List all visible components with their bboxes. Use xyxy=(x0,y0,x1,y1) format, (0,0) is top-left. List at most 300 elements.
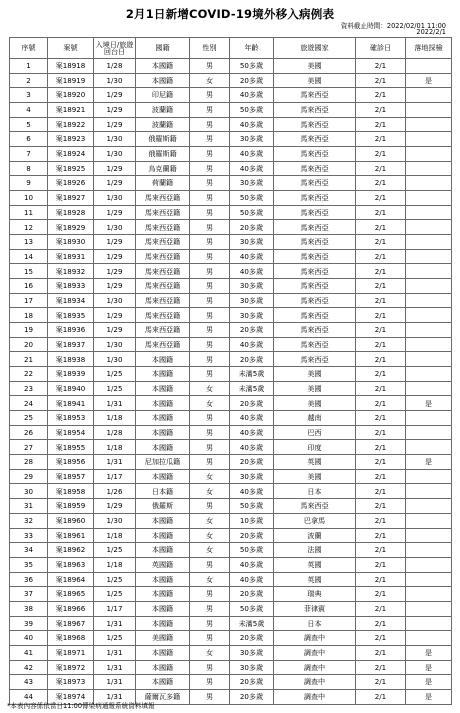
cell-diagnosis-date: 2/1 xyxy=(356,352,406,367)
cell-nationality: 尼加拉瓜籍 xyxy=(136,455,190,470)
cell-age: 20多歲 xyxy=(230,396,274,411)
cell-nationality: 本國籍 xyxy=(136,469,190,484)
cell-travel-country: 英國 xyxy=(274,572,356,587)
cell-travel-country: 巴拿馬 xyxy=(274,513,356,528)
cell-entry-date: 1/25 xyxy=(94,631,136,646)
table-row xyxy=(10,469,452,484)
header-travel-country: 旅遊國家 xyxy=(274,38,356,59)
cell-serial: 42 xyxy=(10,660,48,675)
cell-nationality: 馬來西亞籍 xyxy=(136,205,190,220)
cell-age: 40多歲 xyxy=(230,264,274,279)
cell-entry-date: 1/31 xyxy=(94,616,136,631)
cell-age: 40多歲 xyxy=(230,147,274,162)
cell-airport-test xyxy=(406,543,452,558)
cell-serial: 37 xyxy=(10,587,48,602)
cell-case-no: 案18921 xyxy=(48,103,94,118)
cell-serial: 31 xyxy=(10,499,48,514)
cell-nationality: 波蘭籍 xyxy=(136,117,190,132)
header-entry-date: 入境日/旅遊回台日 xyxy=(94,38,136,59)
cell-travel-country: 調查中 xyxy=(274,675,356,690)
cell-nationality: 本國籍 xyxy=(136,367,190,382)
cell-nationality: 本國籍 xyxy=(136,381,190,396)
cell-entry-date: 1/18 xyxy=(94,557,136,572)
cell-sex: 男 xyxy=(190,499,230,514)
table-row xyxy=(10,205,452,220)
cell-case-no: 案18923 xyxy=(48,132,94,147)
cell-case-no: 案18922 xyxy=(48,117,94,132)
cell-entry-date: 1/29 xyxy=(94,176,136,191)
cell-diagnosis-date: 2/1 xyxy=(356,543,406,558)
cell-travel-country: 越南 xyxy=(274,411,356,426)
cell-travel-country: 調查中 xyxy=(274,660,356,675)
cell-entry-date: 1/17 xyxy=(94,601,136,616)
cell-sex: 男 xyxy=(190,59,230,74)
cell-serial: 29 xyxy=(10,469,48,484)
cell-sex: 男 xyxy=(190,176,230,191)
cell-entry-date: 1/28 xyxy=(94,59,136,74)
cell-serial: 32 xyxy=(10,513,48,528)
cell-airport-test: 是 xyxy=(406,396,452,411)
cell-diagnosis-date: 2/1 xyxy=(356,73,406,88)
cell-case-no: 案18961 xyxy=(48,528,94,543)
cell-sex: 女 xyxy=(190,396,230,411)
cell-diagnosis-date: 2/1 xyxy=(356,147,406,162)
cell-case-no: 案18954 xyxy=(48,425,94,440)
cell-airport-test xyxy=(406,499,452,514)
table-row xyxy=(10,220,452,235)
cell-case-no: 案18931 xyxy=(48,249,94,264)
cell-serial: 2 xyxy=(10,73,48,88)
cell-serial: 13 xyxy=(10,235,48,250)
cell-age: 40多歲 xyxy=(230,88,274,103)
cell-diagnosis-date: 2/1 xyxy=(356,499,406,514)
cell-serial: 1 xyxy=(10,59,48,74)
cell-entry-date: 1/29 xyxy=(94,264,136,279)
cell-serial: 23 xyxy=(10,381,48,396)
cell-case-no: 案18930 xyxy=(48,235,94,250)
table-row xyxy=(10,308,452,323)
cell-sex: 男 xyxy=(190,205,230,220)
cell-airport-test xyxy=(406,249,452,264)
cell-age: 30多歲 xyxy=(230,660,274,675)
cell-sex: 男 xyxy=(190,279,230,294)
cell-serial: 6 xyxy=(10,132,48,147)
cell-nationality: 波蘭籍 xyxy=(136,103,190,118)
cell-serial: 43 xyxy=(10,675,48,690)
table-row xyxy=(10,279,452,294)
cell-airport-test xyxy=(406,235,452,250)
cell-entry-date: 1/31 xyxy=(94,645,136,660)
cell-diagnosis-date: 2/1 xyxy=(356,59,406,74)
cell-nationality: 馬來西亞籍 xyxy=(136,293,190,308)
cell-travel-country: 美國 xyxy=(274,59,356,74)
cell-airport-test xyxy=(406,381,452,396)
cell-sex: 女 xyxy=(190,645,230,660)
cell-travel-country: 馬來西亞 xyxy=(274,499,356,514)
cell-travel-country: 馬來西亞 xyxy=(274,220,356,235)
cell-airport-test: 是 xyxy=(406,645,452,660)
cell-serial: 27 xyxy=(10,440,48,455)
cell-serial: 38 xyxy=(10,601,48,616)
cell-serial: 15 xyxy=(10,264,48,279)
header-diagnosis-date: 確診日 xyxy=(356,38,406,59)
table-row xyxy=(10,425,452,440)
table-row xyxy=(10,249,452,264)
cell-sex: 女 xyxy=(190,543,230,558)
cell-travel-country: 馬來西亞 xyxy=(274,352,356,367)
cell-nationality: 本國籍 xyxy=(136,425,190,440)
cell-age: 40多歲 xyxy=(230,440,274,455)
table-row xyxy=(10,616,452,631)
cell-diagnosis-date: 2/1 xyxy=(356,235,406,250)
cell-diagnosis-date: 2/1 xyxy=(356,132,406,147)
cell-diagnosis-date: 2/1 xyxy=(356,689,406,704)
table-row xyxy=(10,631,452,646)
cell-airport-test xyxy=(406,425,452,440)
cell-sex: 男 xyxy=(190,675,230,690)
table-row xyxy=(10,337,452,352)
cell-diagnosis-date: 2/1 xyxy=(356,631,406,646)
cell-entry-date: 1/29 xyxy=(94,205,136,220)
cell-entry-date: 1/18 xyxy=(94,528,136,543)
cell-sex: 女 xyxy=(190,572,230,587)
cell-sex: 男 xyxy=(190,323,230,338)
cell-age: 30多歲 xyxy=(230,308,274,323)
cell-nationality: 馬來西亞籍 xyxy=(136,323,190,338)
cell-case-no: 案18937 xyxy=(48,337,94,352)
cell-age: 50多歲 xyxy=(230,191,274,206)
table-row xyxy=(10,381,452,396)
cell-travel-country: 馬來西亞 xyxy=(274,147,356,162)
cell-nationality: 本國籍 xyxy=(136,396,190,411)
cell-airport-test xyxy=(406,176,452,191)
cell-travel-country: 調查中 xyxy=(274,645,356,660)
cell-airport-test xyxy=(406,513,452,528)
cell-travel-country: 英國 xyxy=(274,455,356,470)
cell-age: 20多歲 xyxy=(230,587,274,602)
cell-serial: 35 xyxy=(10,557,48,572)
cell-nationality: 馬來西亞籍 xyxy=(136,249,190,264)
cell-diagnosis-date: 2/1 xyxy=(356,117,406,132)
table-row xyxy=(10,367,452,382)
cell-entry-date: 1/31 xyxy=(94,455,136,470)
cell-nationality: 本國籍 xyxy=(136,660,190,675)
cell-diagnosis-date: 2/1 xyxy=(356,279,406,294)
cell-sex: 男 xyxy=(190,117,230,132)
cell-diagnosis-date: 2/1 xyxy=(356,455,406,470)
table-row xyxy=(10,264,452,279)
table-row xyxy=(10,499,452,514)
cell-age: 20多歲 xyxy=(230,631,274,646)
cell-travel-country: 美國 xyxy=(274,367,356,382)
cell-nationality: 馬來西亞籍 xyxy=(136,308,190,323)
cell-diagnosis-date: 2/1 xyxy=(356,616,406,631)
cell-nationality: 馬來西亞籍 xyxy=(136,191,190,206)
cell-sex: 男 xyxy=(190,220,230,235)
cell-travel-country: 馬來西亞 xyxy=(274,264,356,279)
cell-nationality: 本國籍 xyxy=(136,73,190,88)
cell-case-no: 案18973 xyxy=(48,675,94,690)
cell-sex: 女 xyxy=(190,484,230,499)
table-row xyxy=(10,352,452,367)
cell-airport-test xyxy=(406,484,452,499)
cell-age: 20多歲 xyxy=(230,220,274,235)
cell-sex: 男 xyxy=(190,557,230,572)
cell-serial: 22 xyxy=(10,367,48,382)
table-row xyxy=(10,161,452,176)
cell-age: 30多歲 xyxy=(230,645,274,660)
cell-diagnosis-date: 2/1 xyxy=(356,264,406,279)
cell-serial: 41 xyxy=(10,645,48,660)
cell-case-no: 案18925 xyxy=(48,161,94,176)
cell-age: 50多歲 xyxy=(230,601,274,616)
cell-airport-test xyxy=(406,528,452,543)
table-row xyxy=(10,484,452,499)
cell-age: 未滿5歲 xyxy=(230,381,274,396)
cell-diagnosis-date: 2/1 xyxy=(356,469,406,484)
cell-sex: 男 xyxy=(190,440,230,455)
cell-travel-country: 印度 xyxy=(274,440,356,455)
cell-age: 10多歲 xyxy=(230,513,274,528)
cell-age: 50多歲 xyxy=(230,543,274,558)
table-row xyxy=(10,645,452,660)
cell-entry-date: 1/29 xyxy=(94,235,136,250)
cell-age: 30多歲 xyxy=(230,132,274,147)
cell-case-no: 案18963 xyxy=(48,557,94,572)
header-serial: 序號 xyxy=(10,38,48,59)
cell-sex: 男 xyxy=(190,631,230,646)
cell-nationality: 本國籍 xyxy=(136,513,190,528)
header-sex: 性別 xyxy=(190,38,230,59)
cell-serial: 28 xyxy=(10,455,48,470)
cell-nationality: 馬來西亞籍 xyxy=(136,279,190,294)
cell-travel-country: 馬來西亞 xyxy=(274,323,356,338)
table-row xyxy=(10,513,452,528)
cell-sex: 男 xyxy=(190,161,230,176)
cell-airport-test xyxy=(406,279,452,294)
cell-sex: 女 xyxy=(190,513,230,528)
cell-airport-test xyxy=(406,352,452,367)
table-row xyxy=(10,455,452,470)
cell-serial: 7 xyxy=(10,147,48,162)
cell-nationality: 馬來西亞籍 xyxy=(136,264,190,279)
table-row xyxy=(10,235,452,250)
cell-diagnosis-date: 2/1 xyxy=(356,191,406,206)
cell-diagnosis-date: 2/1 xyxy=(356,161,406,176)
cell-airport-test xyxy=(406,293,452,308)
cell-case-no: 案18920 xyxy=(48,88,94,103)
cell-case-no: 案18933 xyxy=(48,279,94,294)
cell-serial: 39 xyxy=(10,616,48,631)
cell-diagnosis-date: 2/1 xyxy=(356,645,406,660)
cell-entry-date: 1/31 xyxy=(94,675,136,690)
cell-travel-country: 馬來西亞 xyxy=(274,293,356,308)
table-row xyxy=(10,191,452,206)
cell-sex: 女 xyxy=(190,528,230,543)
cell-age: 未滿5歲 xyxy=(230,367,274,382)
table-row xyxy=(10,59,452,74)
cell-age: 40多歲 xyxy=(230,161,274,176)
cell-nationality: 本國籍 xyxy=(136,59,190,74)
cell-case-no: 案18972 xyxy=(48,660,94,675)
cell-case-no: 案18927 xyxy=(48,191,94,206)
header-nationality: 國籍 xyxy=(136,38,190,59)
cell-sex: 男 xyxy=(190,455,230,470)
cell-diagnosis-date: 2/1 xyxy=(356,103,406,118)
cell-age: 未滿5歲 xyxy=(230,616,274,631)
cell-entry-date: 1/29 xyxy=(94,308,136,323)
cell-age: 30多歲 xyxy=(230,235,274,250)
cell-case-no: 案18918 xyxy=(48,59,94,74)
cell-age: 40多歲 xyxy=(230,572,274,587)
table-row xyxy=(10,557,452,572)
cell-age: 40多歲 xyxy=(230,411,274,426)
cell-serial: 4 xyxy=(10,103,48,118)
cell-sex: 男 xyxy=(190,293,230,308)
cell-sex: 女 xyxy=(190,469,230,484)
table-row xyxy=(10,103,452,118)
cell-sex: 男 xyxy=(190,689,230,704)
cell-serial: 34 xyxy=(10,543,48,558)
cell-serial: 25 xyxy=(10,411,48,426)
cell-airport-test: 是 xyxy=(406,73,452,88)
cell-diagnosis-date: 2/1 xyxy=(356,381,406,396)
cell-sex: 男 xyxy=(190,264,230,279)
cell-nationality: 烏克蘭籍 xyxy=(136,161,190,176)
cell-entry-date: 1/30 xyxy=(94,220,136,235)
cell-case-no: 案18964 xyxy=(48,572,94,587)
cell-entry-date: 1/31 xyxy=(94,660,136,675)
cell-airport-test xyxy=(406,205,452,220)
cell-travel-country: 馬來西亞 xyxy=(274,161,356,176)
cell-entry-date: 1/25 xyxy=(94,543,136,558)
cell-entry-date: 1/25 xyxy=(94,572,136,587)
cell-entry-date: 1/30 xyxy=(94,337,136,352)
cell-entry-date: 1/26 xyxy=(94,484,136,499)
cell-travel-country: 馬來西亞 xyxy=(274,308,356,323)
cell-entry-date: 1/29 xyxy=(94,323,136,338)
cell-age: 50多歲 xyxy=(230,499,274,514)
cell-case-no: 案18953 xyxy=(48,411,94,426)
cell-serial: 11 xyxy=(10,205,48,220)
cell-serial: 12 xyxy=(10,220,48,235)
cell-serial: 33 xyxy=(10,528,48,543)
cell-serial: 3 xyxy=(10,88,48,103)
data-cutoff-time: 資料截止時間：2022/02/01 11:00 xyxy=(340,22,446,30)
cell-travel-country: 美國 xyxy=(274,381,356,396)
cell-nationality: 本國籍 xyxy=(136,572,190,587)
cell-diagnosis-date: 2/1 xyxy=(356,308,406,323)
table-row xyxy=(10,572,452,587)
header-airport-test: 落地採檢 xyxy=(406,38,452,59)
cell-sex: 男 xyxy=(190,616,230,631)
cell-serial: 9 xyxy=(10,176,48,191)
cell-serial: 14 xyxy=(10,249,48,264)
cell-diagnosis-date: 2/1 xyxy=(356,440,406,455)
cell-diagnosis-date: 2/1 xyxy=(356,425,406,440)
cell-airport-test xyxy=(406,59,452,74)
cell-age: 40多歲 xyxy=(230,117,274,132)
cell-serial: 36 xyxy=(10,572,48,587)
cell-nationality: 馬來西亞籍 xyxy=(136,235,190,250)
cell-travel-country: 調查中 xyxy=(274,631,356,646)
cell-entry-date: 1/28 xyxy=(94,425,136,440)
cell-age: 20多歲 xyxy=(230,689,274,704)
cell-airport-test xyxy=(406,572,452,587)
cell-age: 50多歲 xyxy=(230,59,274,74)
cell-diagnosis-date: 2/1 xyxy=(356,249,406,264)
cell-sex: 男 xyxy=(190,235,230,250)
cell-age: 20多歲 xyxy=(230,675,274,690)
cell-entry-date: 1/30 xyxy=(94,352,136,367)
cell-nationality: 英國籍 xyxy=(136,557,190,572)
cell-sex: 男 xyxy=(190,249,230,264)
cell-airport-test xyxy=(406,117,452,132)
cell-case-no: 案18966 xyxy=(48,601,94,616)
cell-case-no: 案18935 xyxy=(48,308,94,323)
cell-airport-test xyxy=(406,367,452,382)
cell-sex: 男 xyxy=(190,660,230,675)
cell-nationality: 本國籍 xyxy=(136,528,190,543)
cell-entry-date: 1/29 xyxy=(94,161,136,176)
cell-nationality: 馬來西亞籍 xyxy=(136,220,190,235)
cell-diagnosis-date: 2/1 xyxy=(356,411,406,426)
cell-age: 30多歲 xyxy=(230,469,274,484)
cell-case-no: 案18924 xyxy=(48,147,94,162)
cell-case-no: 案18962 xyxy=(48,543,94,558)
cell-diagnosis-date: 2/1 xyxy=(356,587,406,602)
cell-nationality: 美國籍 xyxy=(136,631,190,646)
cell-case-no: 案18968 xyxy=(48,631,94,646)
cell-serial: 18 xyxy=(10,308,48,323)
cell-travel-country: 馬來西亞 xyxy=(274,117,356,132)
header-case-no: 案號 xyxy=(48,38,94,59)
report-date: 2022/2/1 xyxy=(416,28,446,36)
cell-sex: 男 xyxy=(190,103,230,118)
table-row xyxy=(10,440,452,455)
cell-travel-country: 馬來西亞 xyxy=(274,132,356,147)
cell-diagnosis-date: 2/1 xyxy=(356,367,406,382)
cell-entry-date: 1/31 xyxy=(94,396,136,411)
cell-age: 40多歲 xyxy=(230,484,274,499)
cell-serial: 30 xyxy=(10,484,48,499)
table-row xyxy=(10,147,452,162)
cell-case-no: 案18959 xyxy=(48,499,94,514)
cell-entry-date: 1/25 xyxy=(94,367,136,382)
cell-nationality: 本國籍 xyxy=(136,675,190,690)
cell-travel-country: 馬來西亞 xyxy=(274,249,356,264)
cell-serial: 10 xyxy=(10,191,48,206)
cell-travel-country: 馬來西亞 xyxy=(274,88,356,103)
cell-case-no: 案18955 xyxy=(48,440,94,455)
cell-sex: 男 xyxy=(190,601,230,616)
cell-sex: 男 xyxy=(190,411,230,426)
table-header-row xyxy=(10,38,452,59)
cell-travel-country: 馬來西亞 xyxy=(274,337,356,352)
cell-airport-test xyxy=(406,616,452,631)
cell-nationality: 本國籍 xyxy=(136,645,190,660)
cell-diagnosis-date: 2/1 xyxy=(356,557,406,572)
cell-entry-date: 1/29 xyxy=(94,249,136,264)
cell-entry-date: 1/29 xyxy=(94,117,136,132)
cell-age: 20多歲 xyxy=(230,323,274,338)
cell-age: 20多歲 xyxy=(230,528,274,543)
cell-entry-date: 1/30 xyxy=(94,132,136,147)
cell-travel-country: 馬來西亞 xyxy=(274,176,356,191)
cell-travel-country: 馬來西亞 xyxy=(274,279,356,294)
cell-nationality: 本國籍 xyxy=(136,616,190,631)
cell-airport-test xyxy=(406,308,452,323)
